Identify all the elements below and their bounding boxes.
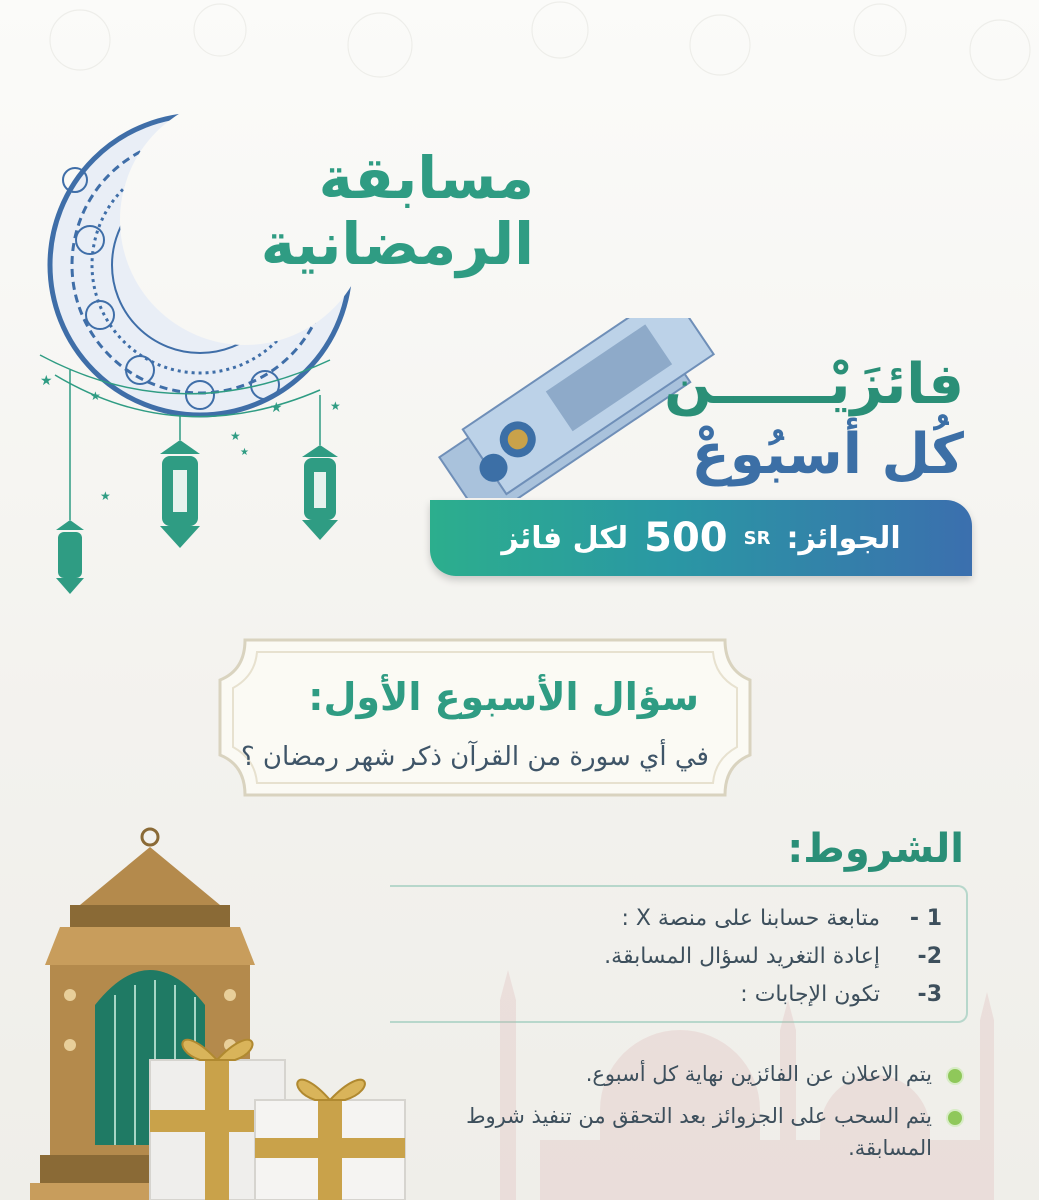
title-line-2: الرمضانية xyxy=(260,210,534,278)
title-line-1: مسابقة xyxy=(318,144,534,212)
prize-per-winner: لكل فائز xyxy=(501,520,629,556)
svg-text:★: ★ xyxy=(40,373,53,389)
svg-text:★: ★ xyxy=(270,400,283,416)
question-text: في أي سورة من القرآن ذكر شهر رمضان ؟ xyxy=(240,742,709,772)
svg-text:★: ★ xyxy=(330,399,341,413)
condition-number: 2- xyxy=(917,943,942,969)
prize-label: الجوائز: xyxy=(786,520,901,556)
svg-text:★: ★ xyxy=(240,447,249,458)
condition-text: تكون الإجابات : xyxy=(740,981,880,1007)
gift-box-icon xyxy=(140,1000,440,1200)
bullet-dot-icon xyxy=(946,1067,964,1085)
condition-text: إعادة التغريد لسؤال المسابقة. xyxy=(604,943,880,969)
svg-text:★: ★ xyxy=(230,429,241,443)
notes-list xyxy=(444,1058,964,1174)
condition-number: 3- xyxy=(917,981,942,1007)
winners-heading xyxy=(664,350,964,490)
winners-line-1: فائزَيْــــــن xyxy=(664,352,964,417)
condition-text: متابعة حسابنا على منصة X : xyxy=(621,905,880,931)
svg-text:★: ★ xyxy=(100,489,111,503)
lantern-icon xyxy=(160,440,200,548)
note-text: يتم السحب على الجزوائز بعد التحقق من تنفيذ شروط المسابقة. xyxy=(466,1104,932,1160)
winners-line-2: كُل أسبُوعْ xyxy=(691,422,964,487)
svg-text:★: ★ xyxy=(90,389,101,403)
conditions-title: الشروط: xyxy=(787,826,964,872)
page-title xyxy=(261,145,534,277)
question-title: سؤال الأسبوع الأول: xyxy=(308,675,699,719)
condition-number: 1 - xyxy=(909,905,942,931)
note-item xyxy=(444,1100,964,1164)
condition-item xyxy=(400,899,942,937)
prize-banner xyxy=(430,500,972,576)
bullet-dot-icon xyxy=(946,1109,964,1127)
prize-amount: 500 xyxy=(644,515,728,561)
note-text: يتم الاعلان عن الفائزين نهاية كل أسبوع. xyxy=(585,1062,932,1086)
note-item xyxy=(444,1058,964,1090)
prize-currency: SR xyxy=(743,527,771,549)
